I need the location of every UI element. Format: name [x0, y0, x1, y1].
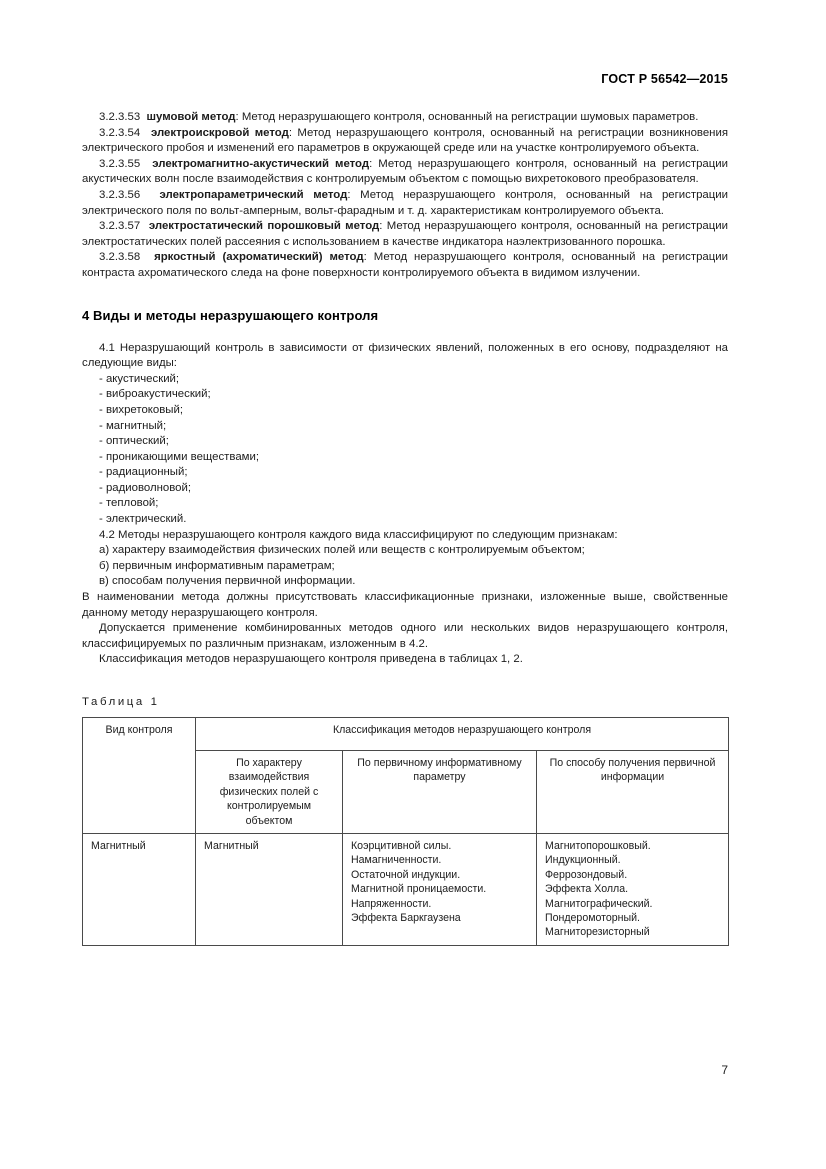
list-item: - проникающими веществами;	[99, 450, 260, 463]
clause-4-1: 4.1 Неразрушающий контроль в зависимости от физических явлений, положенных в его основу, подразделяют на следующие виды:	[82, 341, 728, 370]
list-item: б) первичным информативным параметрам;	[99, 559, 335, 572]
definition-3-2-3-53	[82, 110, 728, 126]
cell-line: Пондеромоторный.	[545, 912, 640, 925]
cell-line: Индукционный.	[545, 854, 621, 867]
definition-number: 3.2.3.58	[99, 251, 141, 264]
definition-term: электропараметрический метод	[159, 188, 348, 201]
definition-text: : Метод неразрушающего контроля, основанный на регистрации акустических волн после взаимодействия с контролируемым объектом с помощью вихретокового преобразователя.	[82, 157, 728, 186]
definition-number: 3.2.3.55	[99, 157, 141, 170]
nondestructive-testing-types-list	[82, 372, 728, 528]
definition-text: : Метод неразрушающего контроля, основанный на регистрации шумовых параметров.	[235, 111, 699, 123]
cell-line: Магнитографический.	[545, 897, 653, 910]
cell-line: Остаточной индукции.	[351, 868, 461, 881]
list-item: - радиационный;	[99, 466, 188, 479]
cell-line: Феррозондовый.	[545, 868, 628, 881]
list-item: - тепловой;	[99, 497, 159, 510]
definition-number: 3.2.3.54	[99, 126, 141, 139]
table-header-group-classification: Классификация методов неразрушающего контроля	[196, 718, 729, 751]
list-item: - вихретоковый;	[99, 403, 183, 416]
page-number: 7	[721, 1063, 728, 1077]
section-heading-4: 4 Виды и методы неразрушающего контроля	[82, 307, 379, 323]
definition-3-2-3-54	[82, 126, 728, 157]
table-cell-by-method	[537, 834, 729, 946]
cell-line: Коэрцитивной силы.	[351, 840, 452, 853]
paragraph-method-naming: В наименовании метода должны присутствовать классификационные признаки, изложенные выше, свойственные данному методу неразрушающего контроля.	[82, 591, 728, 619]
definition-term: электростатический порошковый метод	[148, 220, 380, 233]
definition-term: электроискровой метод	[150, 126, 289, 139]
table-header-row-group	[83, 718, 729, 751]
cell-line: Магнитопорошковый.	[545, 840, 651, 853]
table-header-by-interaction: По характеру взаимодействия физических полей с контролируемым объектом	[196, 751, 343, 834]
list-item: - виброакустический;	[99, 388, 211, 401]
list-item: - магнитный;	[99, 419, 167, 432]
list-item: - электрический.	[99, 513, 187, 526]
definition-3-2-3-58	[82, 250, 728, 281]
definition-3-2-3-55	[82, 157, 728, 188]
cell-line: Магниторезисторный	[545, 926, 650, 939]
classification-criteria-list	[82, 543, 728, 590]
table-1-classification	[82, 717, 729, 946]
definition-3-2-3-56	[82, 188, 728, 219]
cell-line: Магнитной проницаемости.	[351, 883, 487, 896]
table-cell-kind: Магнитный	[83, 834, 196, 946]
definition-number: 3.2.3.57	[99, 220, 141, 233]
page-content	[82, 110, 728, 946]
section-spacer-top	[82, 282, 728, 308]
table-row	[83, 834, 729, 946]
page-header-standard-title: ГОСТ Р 56542—2015	[601, 72, 728, 86]
definition-term: яркостный (ахроматический) метод	[154, 251, 364, 264]
definition-text: : Метод неразрушающего контроля, основанный на регистрации электростатических полей рассеяния с использованием в качестве индикатора наэлектризованного порошка.	[82, 220, 728, 248]
definition-text: : Метод неразрушающего контроля, основанный на регистрации возникновения электрического пробоя и изменений его параметров в окружающей среде или на участке контролируемого объекта.	[82, 126, 728, 155]
definition-number: 3.2.3.53	[99, 111, 141, 123]
definition-number: 3.2.3.56	[99, 188, 141, 201]
section-spacer-bottom	[82, 323, 728, 341]
cell-line: Намагниченности.	[351, 854, 442, 867]
table-cell-by-interaction: Магнитный	[196, 834, 343, 946]
definition-text: : Метод неразрушающего контроля, основанный на регистрации контраста ахроматического следа на фоне поверхности контролируемого объекта в видимом излучении.	[82, 251, 728, 279]
clause-4-2: 4.2 Методы неразрушающего контроля каждого вида классифицируют по следующим признакам:	[99, 528, 618, 541]
table-cell-by-parameter	[343, 834, 537, 946]
paragraph-classification-reference: Классификация методов неразрушающего контроля приведена в таблицах 1, 2.	[99, 653, 523, 666]
table-header-by-method: По способу получения первичной информации	[537, 751, 729, 834]
list-item: - оптический;	[99, 435, 169, 448]
cell-line: Напряженности.	[351, 897, 432, 910]
list-item: а) характеру взаимодействия физических полей или веществ с контролируемым объектом;	[99, 544, 585, 557]
cell-line: Эффекта Баркгаузена	[351, 912, 461, 925]
definition-3-2-3-57	[82, 219, 728, 250]
list-item: - радиоволновой;	[99, 481, 192, 494]
cell-line: Эффекта Холла.	[545, 883, 629, 896]
table-header-kind: Вид контроля	[83, 718, 196, 834]
paragraph-combined-methods: Допускается применение комбинированных методов одного или нескольких видов неразрушающего контроля, классифицируемых по различным признакам, изложенным в 4.2.	[82, 622, 728, 650]
definition-term: электромагнитно-акустический метод	[152, 157, 370, 170]
table-header-by-parameter: По первичному информативному параметру	[343, 751, 537, 834]
list-item: в) способам получения первичной информации.	[99, 575, 356, 588]
definition-term: шумовой метод	[146, 111, 236, 123]
table-1-caption: Таблица 1	[82, 696, 160, 708]
definition-text: : Метод неразрушающего контроля, основанный на регистрации электрического поля по вольт-амперным, вольт-фарадным и т. д. характеристикам контролируемого объекта.	[82, 188, 728, 217]
list-item: - акустический;	[99, 372, 180, 385]
